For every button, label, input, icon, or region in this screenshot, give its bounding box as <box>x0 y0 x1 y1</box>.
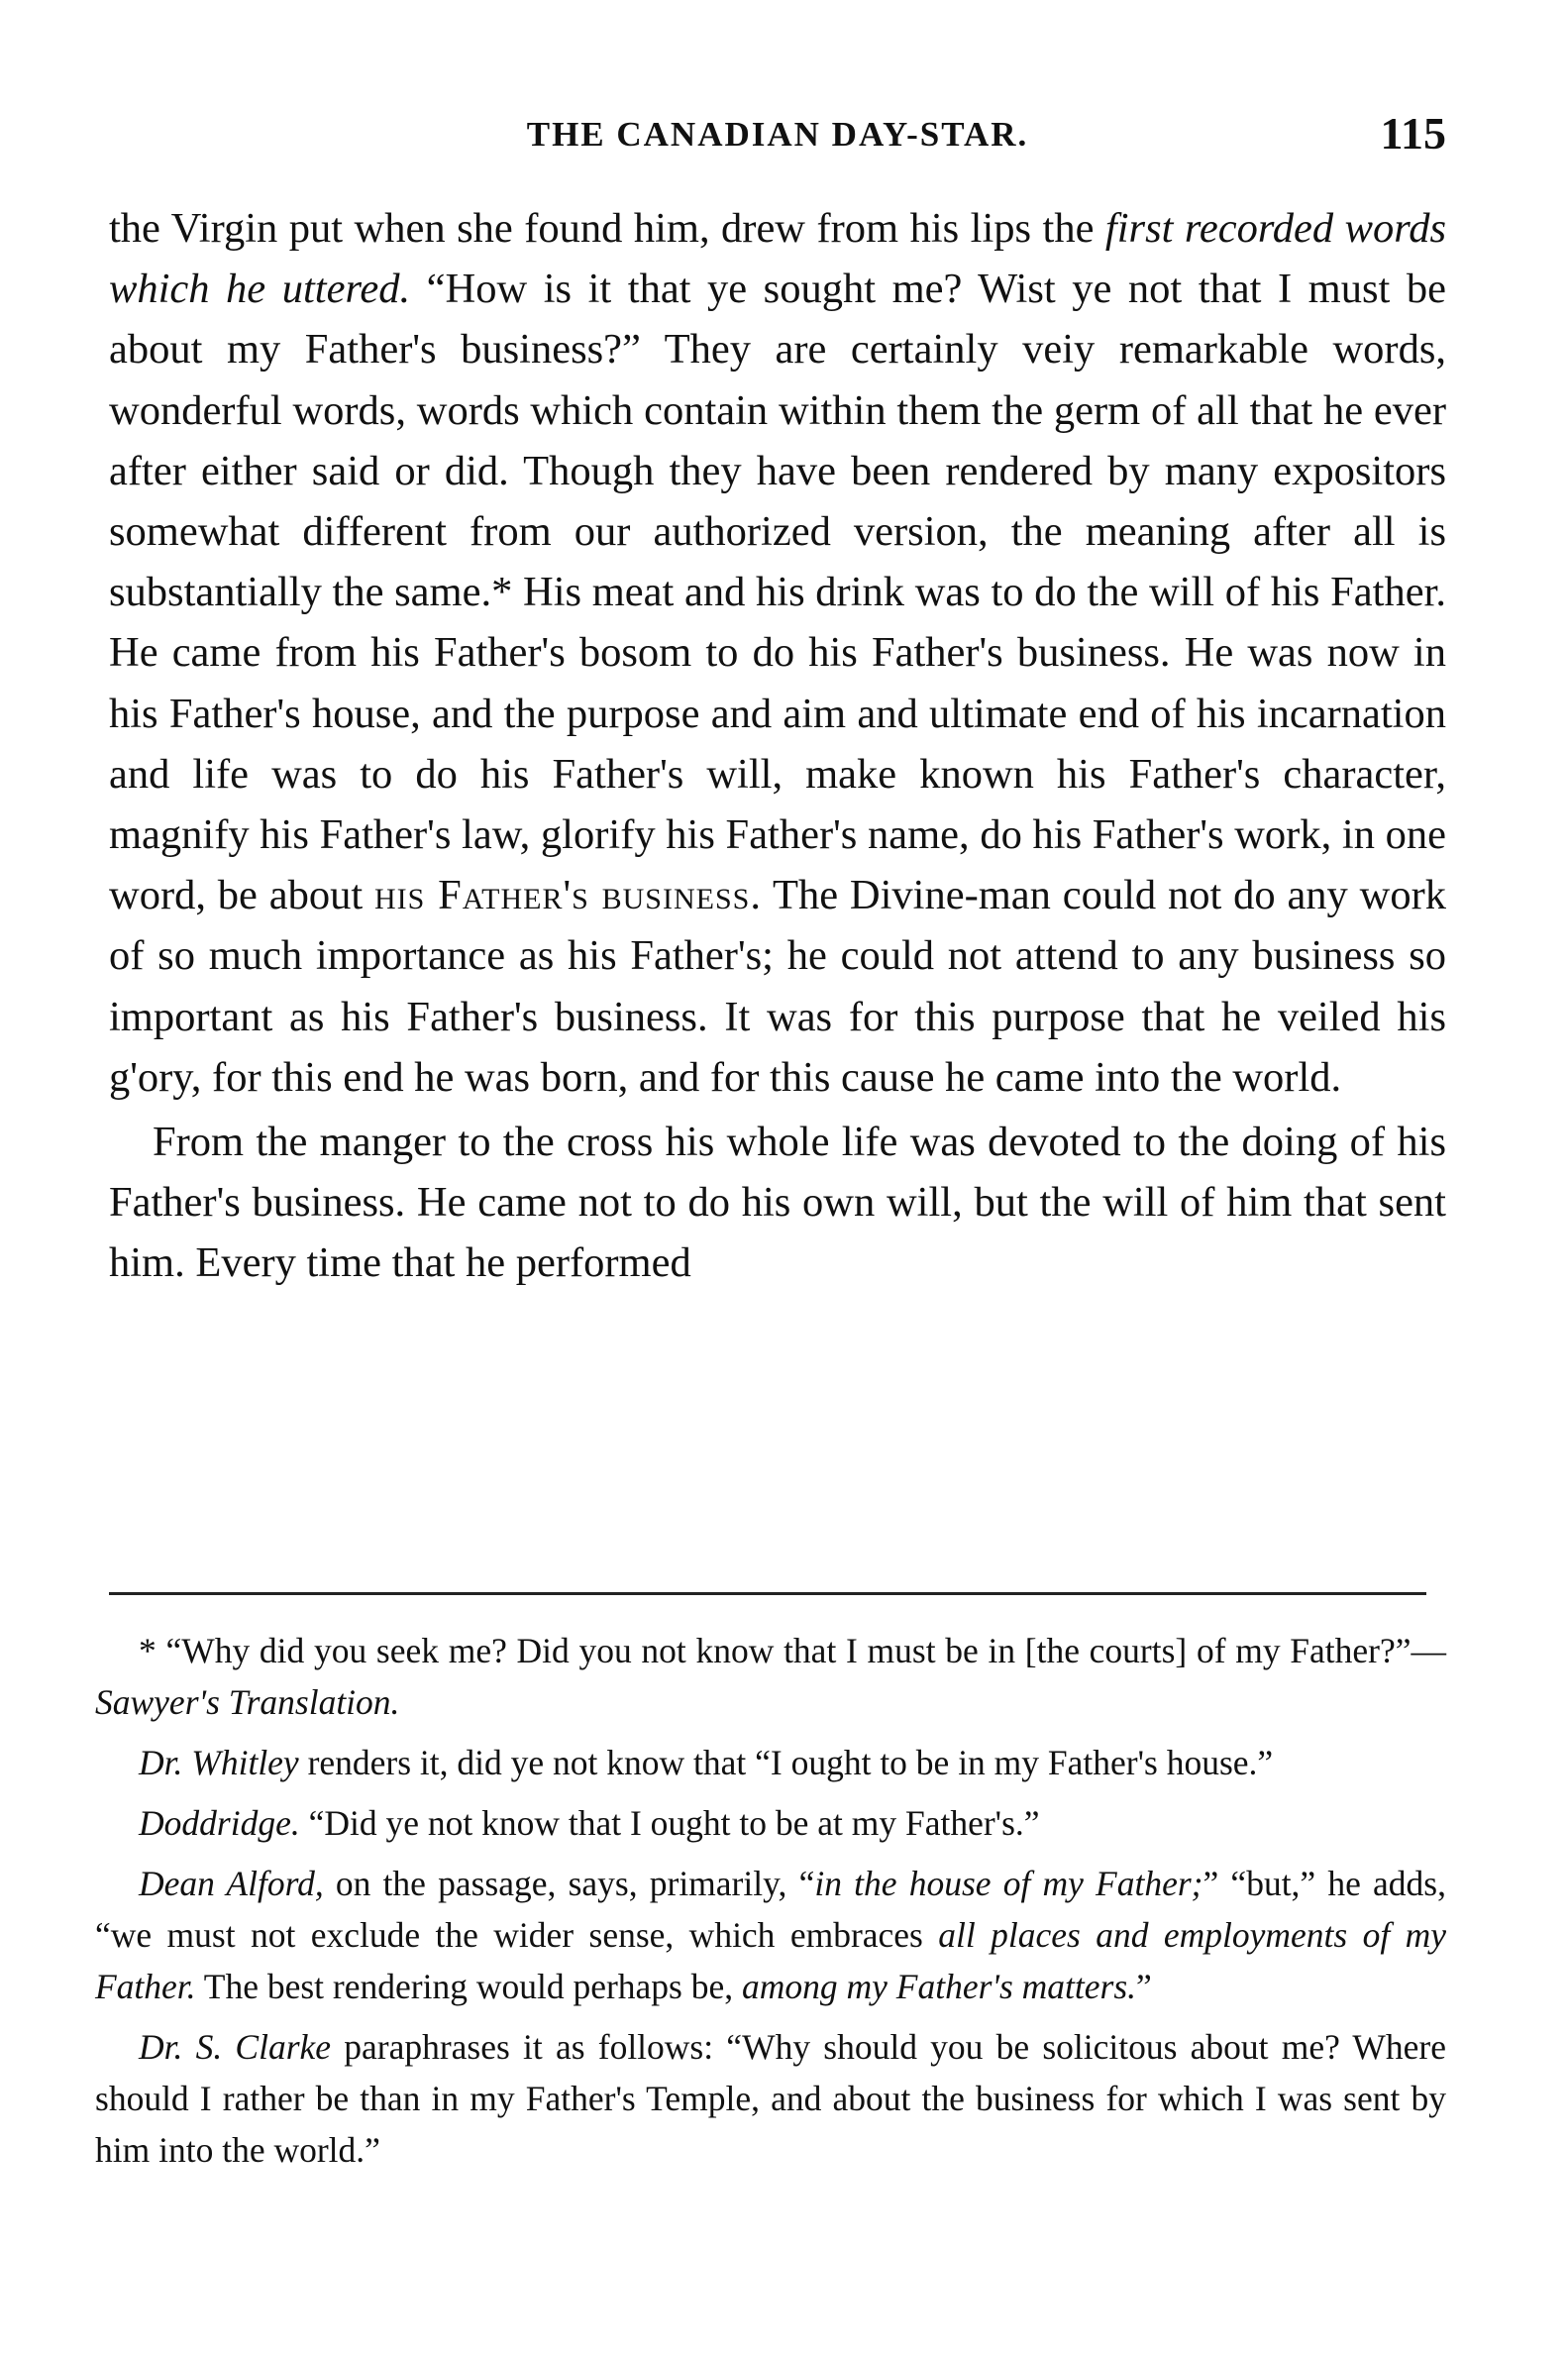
footnote-3-text: “Did ye not know that I ought to be at my Father's.” <box>299 1803 1040 1843</box>
footnote-1 <box>95 1625 1446 1728</box>
footnote-4-author: Dean Alford, <box>139 1864 324 1903</box>
footnote-3 <box>95 1797 1446 1849</box>
footnote-2 <box>95 1737 1446 1788</box>
footnote-1-source: Sawyer's Translation. <box>95 1682 400 1722</box>
footnote-2-author: Dr. Whitley <box>139 1743 299 1782</box>
page-header <box>109 107 1446 166</box>
footnotes <box>95 1625 1446 2185</box>
p1-text-a: the Virgin put when she found him, drew from his lips the <box>109 205 1105 252</box>
footnote-3-author: Doddridge. <box>139 1803 300 1843</box>
footnote-4 <box>95 1858 1446 2012</box>
p1-small-caps-business: his Father's business. <box>373 872 762 919</box>
footnote-1-text: * “Why did you seek me? Did you not know that I must be in [the courts] of my Father?”— <box>139 1631 1446 1670</box>
body-paragraph-2: From the manger to the cross his whole life was devoted to the doing of his Father's business. He came not to do his own will, but the will of him that sent him. Every time that he performed <box>109 1119 1446 1287</box>
body-paragraph-1 <box>109 198 1446 1108</box>
p1-text-e: The Divine-man could not do any work of so much importance as his Father's; he could not attend to any business so important as his Father's business. It was for this purpose that he veiled his g'ory, for this end he was born, and for this cause he came into the world. <box>109 872 1446 1101</box>
p1-text-c: “How is it that ye sought me? Wist ye not that I must be about my Father's business?” They are certainly veiy remarkable words, wonderful words, words which contain within them the germ of all that he ever after either said or did. Though they have been rendered by many expositors somewhat different from our authorized version, the meaning after all is substantially the same.* His meat and his drink was to do the will of his Father. He came from his Father's bosom to do his Father's business. He was now in his Father's house, and the purpose and aim and ultimate end of his incarnation and life was to do his Father's will, make known his Father's character, magnify his Father's law, glorify his Father's name, do his Father's work, in one word, be about <box>109 266 1446 919</box>
footnote-4-text-b: on the passage, says, primarily, “ <box>323 1864 815 1903</box>
footnote-4-italic-g: among my Father's matters. <box>741 1967 1137 2006</box>
footnote-4-text-d: ” “but,” he adds, “we must not exclude the wider sense, which embraces <box>95 1864 1446 1955</box>
footnote-5-text: paraphrases it as follows: “Why should you be solicitous about me? Where should I rather be than in my Father's Temple, and about the business for which I was sent by him into the world.” <box>95 2027 1446 2170</box>
running-head: THE CANADIAN DAY-STAR. <box>526 115 1029 154</box>
page-number: 115 <box>1380 108 1446 159</box>
footnote-5-author: Dr. S. Clarke <box>139 2027 332 2067</box>
footnote-divider <box>109 1592 1426 1595</box>
footnote-2-text: renders it, did ye not know that “I ought to be in my Father's house.” <box>298 1743 1274 1782</box>
p1-italic-first-words: first recorded words which he uttered. <box>109 205 1446 313</box>
footnote-4-italic-e: all places and employments of my Father. <box>95 1915 1447 2006</box>
footnote-5 <box>95 2021 1446 2176</box>
footnote-4-italic-c: in the house of my Father; <box>814 1864 1203 1903</box>
main-text <box>109 198 1446 1294</box>
footnote-4-text-h: ” <box>1136 1967 1152 2006</box>
footnote-4-text-f: The best rendering would perhaps be, <box>195 1967 742 2006</box>
